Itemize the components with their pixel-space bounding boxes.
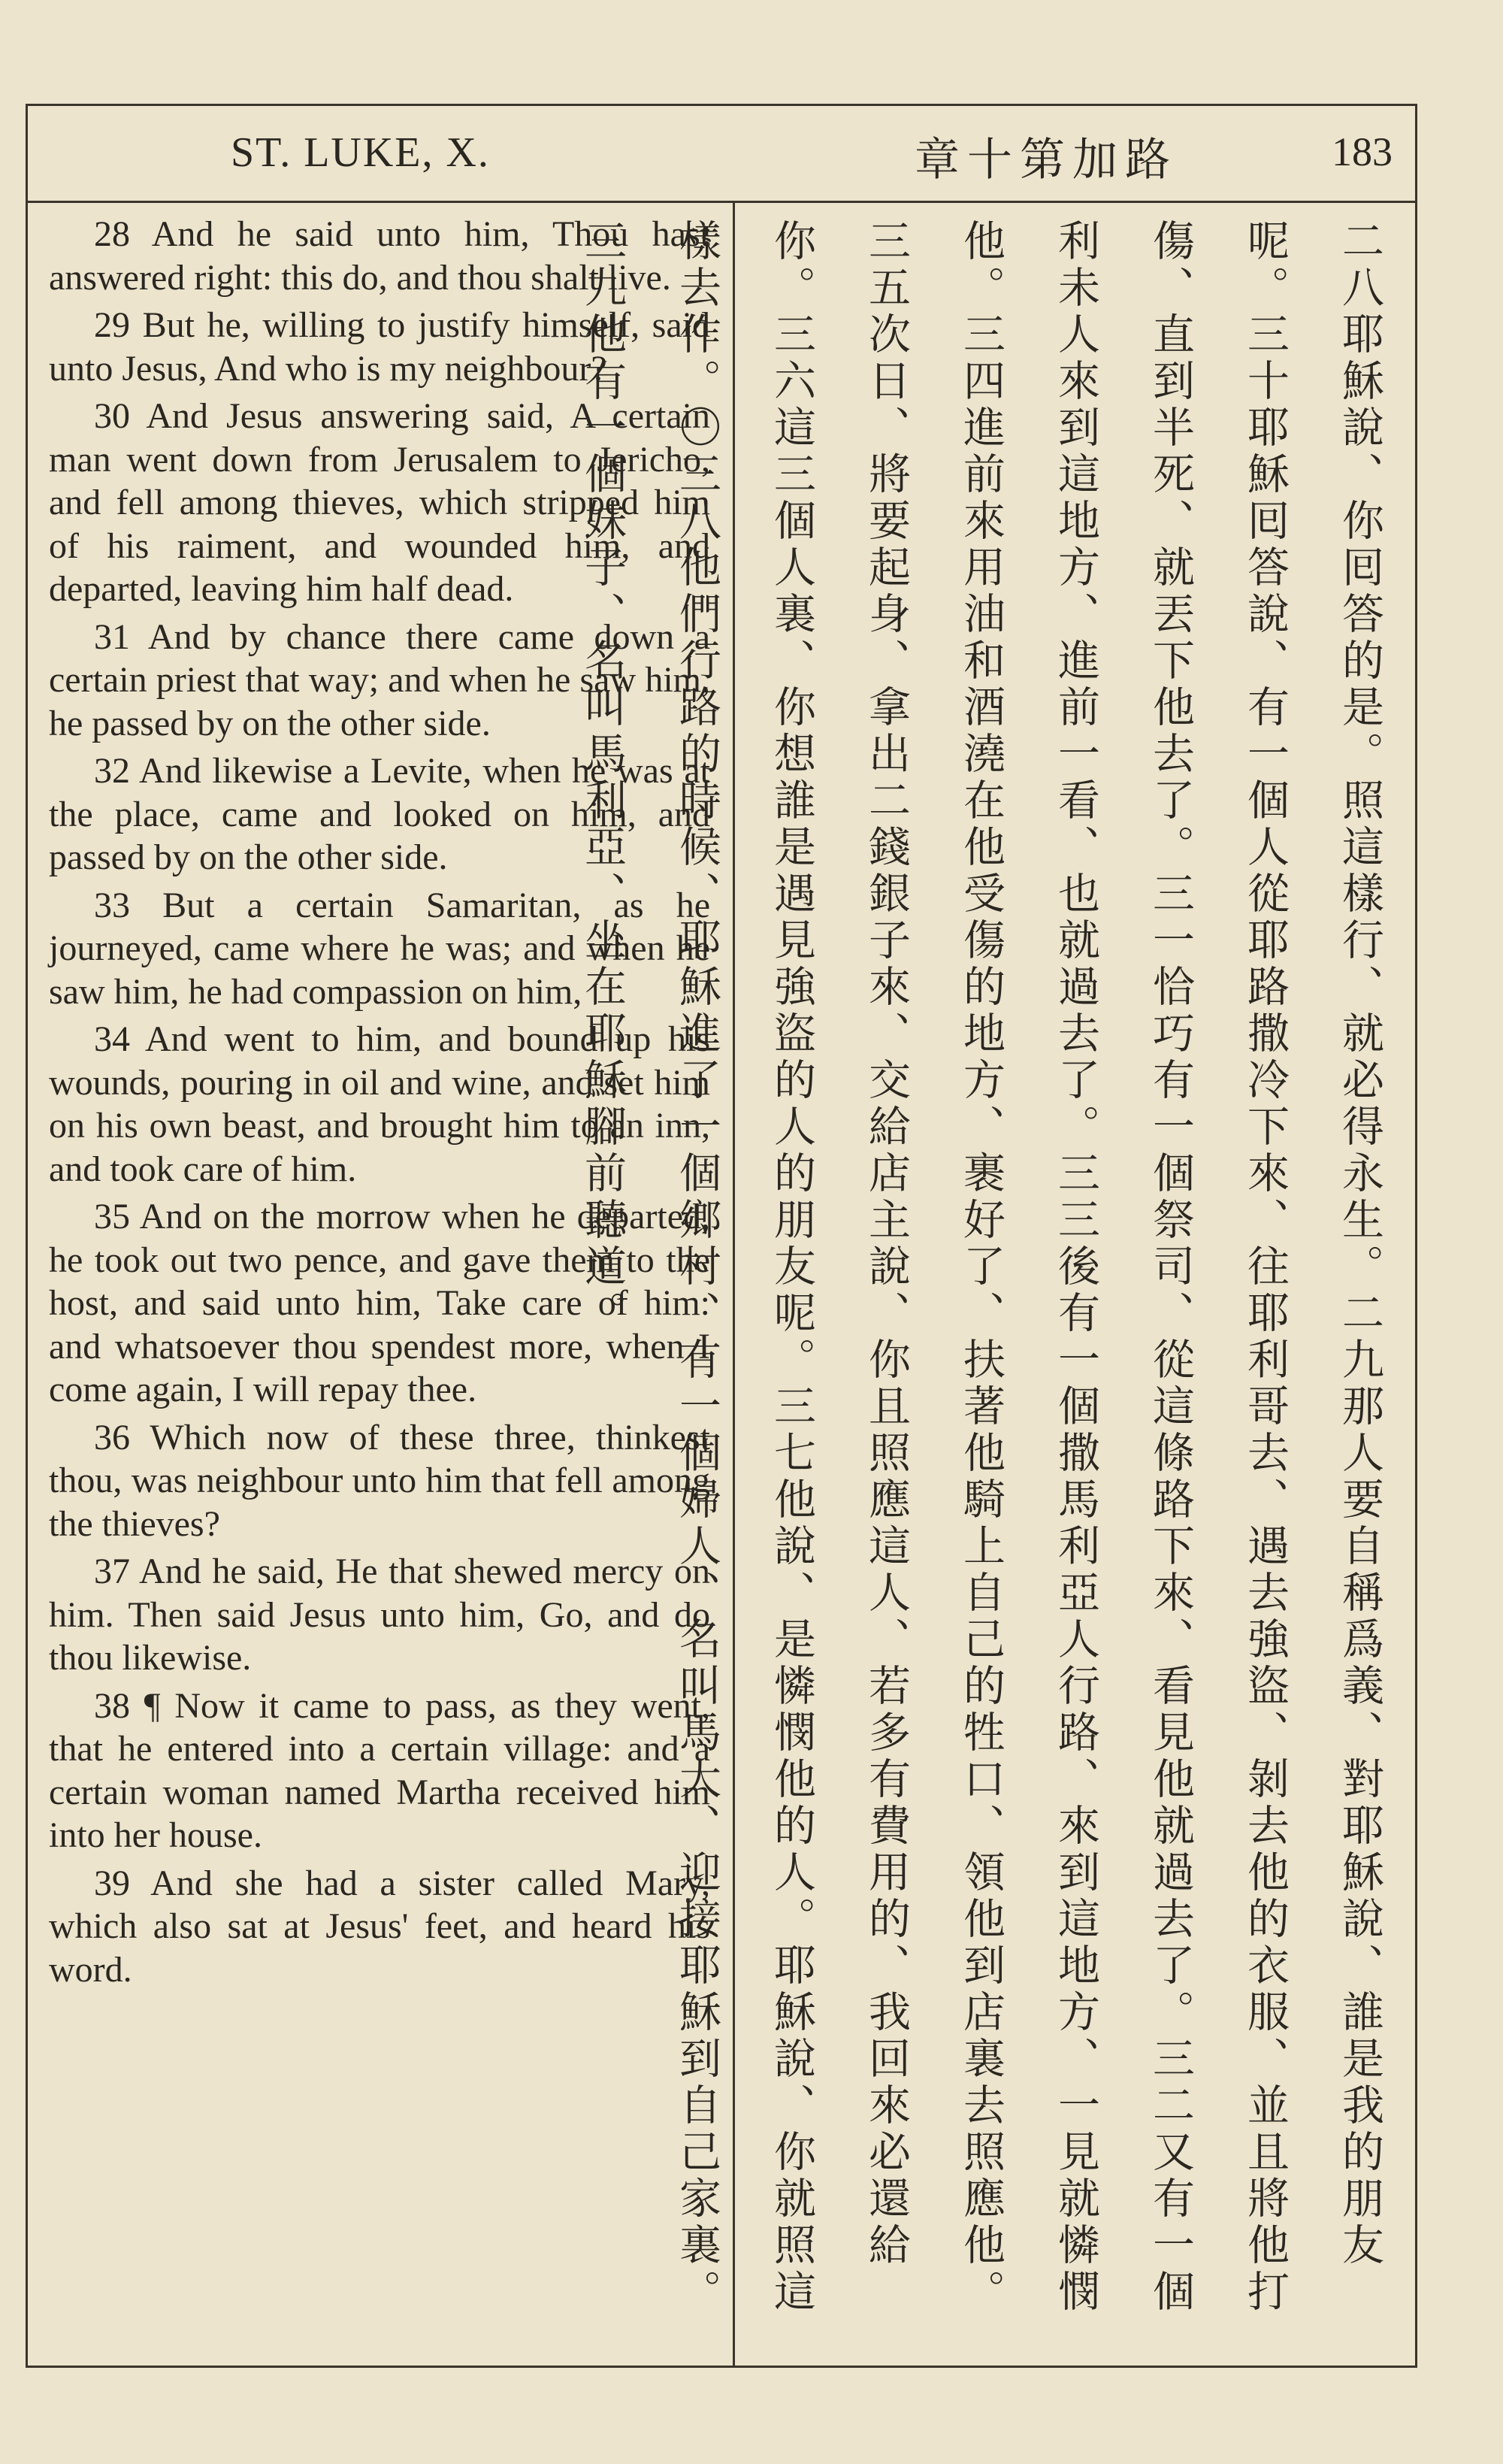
page-frame (26, 104, 1417, 2368)
verse-31: 31 And by chance there came down a certain priest that way; and when he saw him, he passed by on the other side. (49, 616, 710, 743)
running-title-chinese: 章十第加路 (915, 134, 1178, 186)
verse-30: 30 And Jesus answering said, A certain man went down from Jerusalem to Jericho, and fell among thieves, which stripped him of his raiment, and wounded him, and departed, leaving him half dead. (49, 396, 710, 609)
chinese-column: 二八耶穌說、你囘答的是。照這樣行、就必得永生。二九那人要自稱爲義、對耶穌說、誰是我的朋友呢。三十耶穌囘答說、有一個人從耶路撒冷下來、往耶利哥去、遇去強盜、剝去他的衣服、並且將他打傷、直到半死、就丟下他去了。三一恰巧有一個祭司、從這條路下來、看見他就過去了。三二又有一個利未人來到這地方、進前一看、也就過去了。三三後有一個撒馬利亞人行路、來到這地方、一見就憐憫他。三四進前來用油和酒澆在他受傷的地方、裹好了、扶著他騎上自己的牲口、領他到店裏去照應他。三五次日、將要起身、拿出二錢銀子來、交給店主說、你且照應這人、若多有費用的、我回來必還給你。三六這三個人裏、你想誰是遇見強盜的人的朋友呢。三七他說、是憐憫他的人。耶穌說、你就照這樣去作。〇三八他們行路的時候、耶穌進了一個鄉村、有一個婦人、名叫馬大、迎接耶穌到自己家裏。三九他有一個妹子、名叫馬利亞、坐在耶穌腳前聽道。 (578, 219, 1384, 2316)
verse-38: 38 ¶ Now it came to pass, as they went, that he entered into a certain village: and a certain woman named Martha received him into her house. (49, 1685, 710, 1855)
verse-32: 32 And likewise a Levite, when he was at the place, came and looked on him, and passed by on the other side. (49, 751, 710, 877)
verse-34: 34 And went to him, and bound up his wounds, pouring in oil and wine, and set him on his own beast, and brought him to an inn, and took care of him. (49, 1019, 710, 1189)
verse-28: 28 And he said unto him, Thou hast answered right: this do, and thou shalt live. (49, 214, 710, 298)
page-number: 183 (1332, 129, 1393, 174)
verse-36: 36 Which now of these three, thinkest thou, was neighbour unto him that fell among the thieves? (49, 1417, 710, 1544)
verse-33: 33 But a certain Samaritan, as he journeyed, came where he was; and when he saw him, he had compassion on him, (49, 885, 710, 1012)
verse-29: 29 But he, willing to justify himself, said unto Jesus, And who is my neighbour? (49, 305, 710, 389)
verse-37: 37 And he said, He that shewed mercy on him. Then said Jesus unto him, Go, and do thou likewise. (49, 1551, 710, 1678)
running-title-english: ST. LUKE, X. (231, 129, 490, 176)
page-header (28, 106, 1415, 203)
verse-39: 39 And she had a sister called Mary, which also sat at Jesus' feet, and heard his word. (49, 1863, 710, 1990)
verse-35: 35 And on the morrow when he departed, he took out two pence, and gave them to the host, and said unto him, Take care of him: and whatsoever thou spendest more, when I come again, I will repay thee. (49, 1197, 710, 1409)
